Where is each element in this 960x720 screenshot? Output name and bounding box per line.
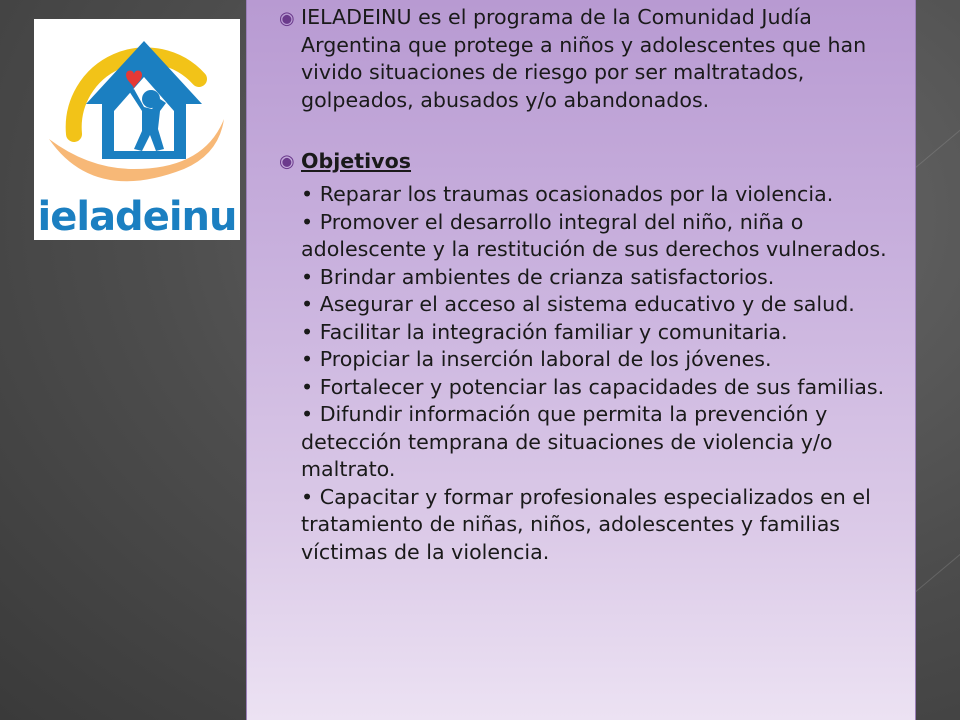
- logo-wordmark: ieladeinu: [37, 194, 237, 240]
- intro-paragraph: IELADEINU es el programa de la Comunidad Judía Argentina que protege a niños y adolescentes que han vivido situaciones de riesgo por ser maltratados, golpeados, abusados y/o abandonados.: [301, 5, 867, 112]
- logo-graphic: [34, 19, 240, 199]
- objective-item: • Difundir información que permita la prevención y detección temprana de situaciones de violencia y/o maltrato.: [301, 402, 833, 481]
- objective-item: • Promover el desarrollo integral del niño, niña o adolescente y la restitución de sus derechos vulnerados.: [301, 209, 887, 261]
- objectives-list: [301, 181, 901, 566]
- bullet-icon: ◉: [279, 151, 295, 172]
- ieladeinu-logo: [34, 19, 240, 240]
- objective-item: • Propiciar la inserción laboral de los jóvenes.: [301, 347, 772, 371]
- objective-item: • Capacitar y formar profesionales especializados en el tratamiento de niñas, niños, adolescentes y familias víctimas de la violencia.: [301, 484, 871, 564]
- bullet-icon: ◉: [279, 8, 295, 29]
- objective-item: • Fortalecer y potenciar las capacidades de sus familias.: [301, 374, 885, 399]
- objectives-heading: Objetivos: [301, 149, 412, 173]
- objective-item: • Brindar ambientes de crianza satisfactorios.: [301, 264, 775, 289]
- objective-item: • Facilitar la integración familiar y comunitaria.: [301, 319, 788, 344]
- objective-item: • Asegurar el acceso al sistema educativo y de salud.: [301, 292, 855, 316]
- objective-item: • Reparar los traumas ocasionados por la violencia.: [301, 182, 834, 206]
